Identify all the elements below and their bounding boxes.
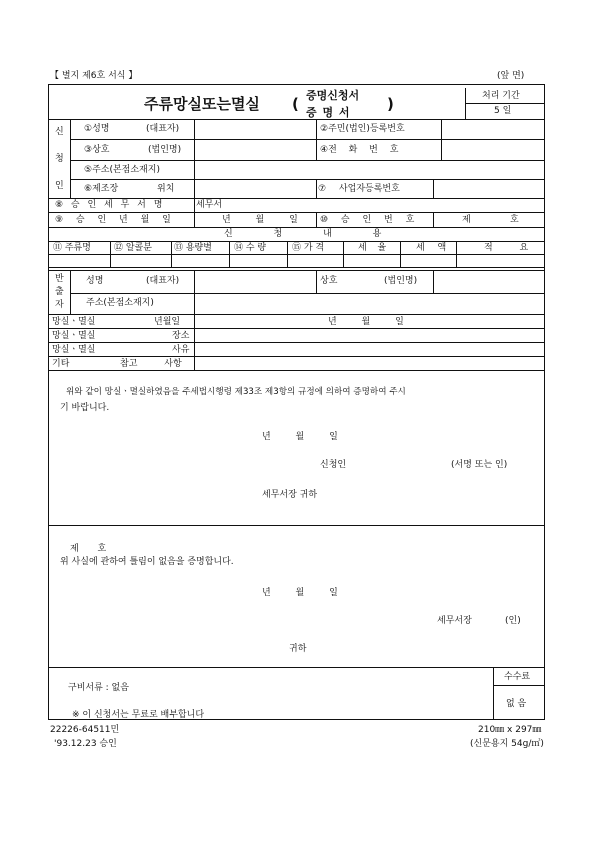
loss-date-label: 망실ㆍ멸실 bbox=[52, 317, 96, 327]
certificate-issuer: 세무서장 bbox=[437, 616, 472, 626]
loss-reason-sub: 사유 bbox=[172, 345, 190, 355]
loss-place-sub: 장소 bbox=[172, 331, 190, 341]
approval-number-prefix: 제 bbox=[462, 215, 471, 225]
applicant-side-3: 인 bbox=[55, 181, 64, 191]
returnee-name-label: 성명 bbox=[86, 276, 104, 286]
statement-signature: (서명 또는 인) bbox=[451, 460, 508, 470]
approval-office-label: ⑧ 승 인 세 무 서 명 bbox=[55, 200, 164, 210]
applicant-side-2: 청 bbox=[55, 154, 64, 164]
returnee-side-3: 자 bbox=[55, 300, 64, 310]
col-quantity: ⑭ 수 량 bbox=[234, 243, 267, 253]
business-reg-label: ⑦ 사업자등록번호 bbox=[318, 184, 400, 194]
certificate-text: 위 사실에 관하여 틀림이 없음을 증명합니다. bbox=[60, 557, 234, 567]
processing-period-value: 5 일 bbox=[494, 106, 512, 116]
form-number: 【 별지 제6호 서식 】 bbox=[50, 71, 138, 81]
factory-location-label: ⑥제조장 위치 bbox=[84, 184, 175, 194]
approval-number-suffix: 호 bbox=[510, 215, 519, 225]
paper-type: (신문용지 54g/㎡) bbox=[470, 739, 544, 749]
processing-period-label: 처리 기간 bbox=[482, 91, 520, 101]
statement-recipient: 세무서장 귀하 bbox=[262, 490, 318, 500]
certificate-date: 년 월 일 bbox=[262, 588, 338, 598]
statement-line-1: 위와 같이 망실ㆍ멸실하였음을 주세법시행령 제33조 제3항의 규정에 의하여 증명하여 주시 bbox=[66, 387, 406, 397]
returnee-corp-label: (법인명) bbox=[384, 276, 418, 286]
statement-applicant: 신청인 bbox=[320, 460, 347, 470]
applicant-side-1: 신 bbox=[55, 127, 64, 137]
applicant-trade-label: ③상호 bbox=[84, 145, 110, 155]
applicant-address-label: ⑤주소(본점소재지) bbox=[84, 165, 160, 175]
loss-date-sub: 년월일 bbox=[154, 317, 181, 327]
applicant-phone-label: ④전 화 번 호 bbox=[320, 145, 399, 155]
page-side: (앞 면) bbox=[497, 71, 525, 81]
approval-office-value: 세무서 bbox=[196, 200, 223, 210]
certificate-seal: (인) bbox=[505, 616, 521, 626]
form-code: 22226-64511민 bbox=[50, 725, 120, 735]
approval-number-label: ⑩ 승 인 번 호 bbox=[320, 215, 416, 225]
returnee-side-1: 반 bbox=[55, 274, 64, 284]
returnee-trade-label: 상호 bbox=[320, 276, 338, 286]
other-notes-label: 기타 bbox=[52, 359, 70, 369]
statement-line-2: 기 바랍니다. bbox=[60, 403, 110, 413]
col-capacity: ⑬ 용량별 bbox=[174, 243, 212, 253]
applicant-id-label: ②주민(법인)등록번호 bbox=[320, 124, 405, 134]
loss-place-label: 망실ㆍ멸실 bbox=[52, 331, 96, 341]
loss-date-value: 년 월 일 bbox=[328, 317, 404, 327]
free-notice: ※ 이 신청서는 무료로 배부합니다 bbox=[72, 710, 205, 720]
statement-date: 년 월 일 bbox=[262, 432, 338, 442]
col-alcohol: ⑫ 알콜분 bbox=[114, 243, 152, 253]
title-paren-open: ( bbox=[292, 95, 299, 113]
title-option-application: 증명신청서 bbox=[306, 89, 360, 102]
other-notes-sub: 참고 사항 bbox=[120, 359, 182, 369]
paper-size: 210㎜ x 297㎜ bbox=[478, 725, 542, 735]
returnee-address-label: 주소(본점소재지) bbox=[86, 298, 154, 308]
col-price: ⑮ 가 격 bbox=[292, 243, 325, 253]
application-details-heading: 신 청 내 용 bbox=[224, 229, 382, 239]
fee-label: 수수료 bbox=[504, 672, 531, 682]
returnee-rep-label: (대표자) bbox=[146, 276, 180, 286]
approval-date-value: 년 월 일 bbox=[222, 215, 298, 225]
returnee-side-2: 출 bbox=[55, 287, 64, 297]
approval-date-note: '93.12.23 승인 bbox=[54, 739, 117, 749]
col-remarks: 적 요 bbox=[484, 243, 529, 253]
required-docs: 구비서류 : 없음 bbox=[68, 683, 129, 693]
fee-value: 없 음 bbox=[506, 699, 527, 709]
approval-date-label: ⑨ 승 인 년 월 일 bbox=[55, 215, 172, 225]
certificate-number: 제 호 bbox=[70, 544, 107, 554]
applicant-corp-label: (법인명) bbox=[148, 145, 182, 155]
title-option-certificate: 증 명 서 bbox=[306, 106, 351, 119]
certificate-recipient: 귀하 bbox=[289, 644, 307, 654]
col-tax-rate: 세 율 bbox=[358, 243, 387, 253]
loss-reason-label: 망실ㆍ멸실 bbox=[52, 345, 96, 355]
applicant-name-label: ①성명 bbox=[84, 124, 110, 134]
col-tax-amount: 세 액 bbox=[416, 243, 447, 253]
col-liquor-name: ⑪ 주류명 bbox=[53, 243, 91, 253]
title-paren-close: ) bbox=[387, 95, 394, 113]
applicant-rep-label: (대표자) bbox=[146, 124, 180, 134]
form-title: 주류망실또는멸실 bbox=[144, 95, 260, 113]
